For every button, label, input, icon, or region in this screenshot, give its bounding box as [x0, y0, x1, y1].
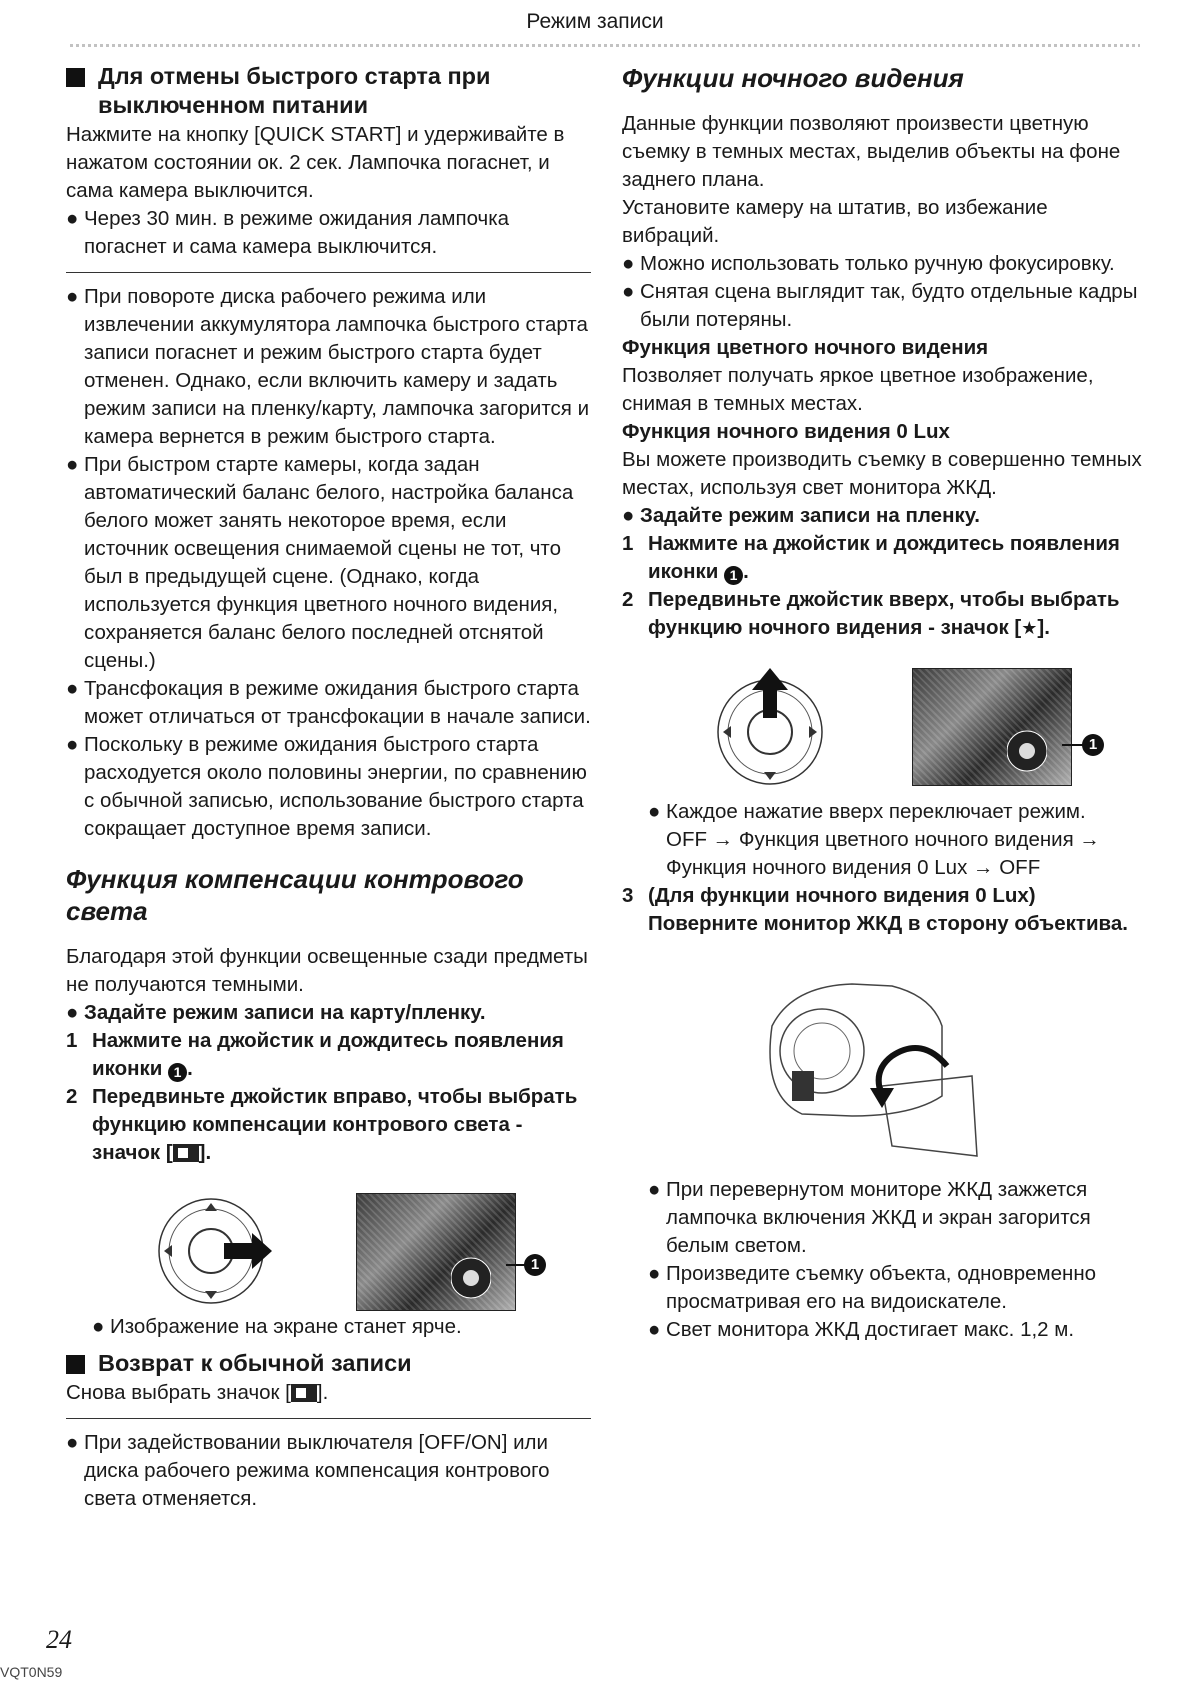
paragraph: Снова выбрать значок [ ].: [66, 1381, 329, 1404]
joystick-right-icon: [156, 1193, 276, 1311]
paragraph: Вы можете производить съемку в совершенно темных местах, используя свет монитора ЖКД.: [622, 448, 1142, 499]
note-bullet: ● При задействовании выключателя [OFF/ON] или диска рабочего режима компенсация контрового света отменяется.: [66, 1431, 550, 1510]
page-number: 24: [46, 1625, 72, 1654]
circled-one-icon: 1: [724, 566, 743, 585]
left-column: [66, 62, 591, 1513]
circled-one-icon: 1: [168, 1063, 187, 1082]
paragraph: Нажмите на кнопку [QUICK START] и удерживайте в нажатом состоянии ок. 2 сек. Лампочка погаснет, и сама камера выключится.: [66, 123, 565, 202]
camera-rotate-lcd-illustration: [732, 966, 1002, 1166]
onscreen-icons: [451, 1253, 491, 1303]
night-vision-screen-photo: [912, 668, 1072, 786]
bullet-item: ● Можно использовать только ручную фокусировку.: [622, 252, 1115, 275]
step-1: 1 Нажмите на джойстик и дождитесь появления иконки 1 .: [66, 1029, 564, 1080]
note-bullet: ● При быстром старте камеры, когда задан автоматический баланс белого, настройка баланса белого может занять некоторое время, если источник освещения снимаемой сцены не тот, что был в предыдущей сцене. (Однако, когда используется функция цветного ночного видения, сохраняется баланс белого последней отснятой сцены.): [66, 453, 574, 672]
bullet-item: ● Произведите съемку объекта, одновременно просматривая его на видоискателе.: [648, 1262, 1097, 1313]
bullet-item: ● Снятая сцена выглядит так, будто отдельные кадры были потеряны.: [622, 280, 1138, 331]
backlight-icon: [173, 1144, 199, 1162]
backlight-icon: [291, 1384, 317, 1402]
paragraph: Данные функции позволяют произвести цветную съемку в темных местах, выделив объекты на фоне заднего плана.: [622, 112, 1121, 191]
section-title-return: Возврат к обычной записи: [66, 1349, 591, 1378]
paragraph: Позволяет получать яркое цветное изображение, снимая в темных местах.: [622, 364, 1094, 415]
step-1: 1 Нажмите на джойстик и дождитесь появления иконки 1 .: [622, 532, 1120, 583]
divider: [66, 272, 591, 273]
step-2: 2 Передвиньте джойстик вправо, чтобы выбрать функцию компенсации контрового света - значок [ ].: [66, 1085, 578, 1164]
step-2: 2 Передвиньте джойстик вверх, чтобы выбрать функцию ночного видения - значок [★].: [622, 586, 1142, 642]
paragraph: Установите камеру на штатив, во избежание вибраций.: [622, 196, 1048, 247]
note-bullet: ● Трансфокация в режиме ожидания быстрого старта может отличаться от трансфокации в начале записи.: [66, 677, 591, 728]
divider: [66, 1418, 591, 1419]
section-title-night-vision: Функции ночного видения: [622, 63, 964, 93]
onscreen-icons: [1007, 726, 1047, 776]
night-vision-icon: ★: [1021, 618, 1038, 638]
figure-joystick-right: [66, 1193, 591, 1313]
callout-line: [506, 1264, 526, 1266]
document-code: VQT0N59: [0, 1664, 63, 1680]
paragraph: Благодаря этой функции освещенные сзади предметы не получаются темными.: [66, 945, 588, 996]
bullet-item: ● При перевернутом мониторе ЖКД зажжется лампочка включения ЖКД и экран загорится белым светом.: [648, 1178, 1091, 1257]
mode-cycle: OFF → Функция цветного ночного видения → Функция ночного видения 0 Lux → OFF: [666, 828, 1100, 879]
page-header: Режим записи: [526, 10, 664, 33]
step-3: 3 (Для функции ночного видения 0 Lux) Поверните монитор ЖКД в сторону объектива.: [622, 884, 1128, 935]
callout-1: 1: [1082, 734, 1104, 756]
callout-1: 1: [524, 1254, 546, 1276]
backlight-screen-photo: [356, 1193, 516, 1311]
figure-joystick-up: [622, 666, 1142, 792]
callout-line: [1062, 744, 1084, 746]
bold-bullet: ● Задайте режим записи на карту/пленку.: [66, 1001, 486, 1024]
note-bullet: ● Поскольку в режиме ожидания быстрого старта расходуется около половины энергии, по сравнению с обычной записью, использование быстрого старта сокращает доступное время записи.: [66, 733, 587, 840]
right-column: [622, 62, 1142, 1344]
note-bullet: ● При повороте диска рабочего режима или извлечении аккумулятора лампочка быстрого старта записи погаснет и режим быстрого старта будет отменен. Однако, если включить камеру и задать режим записи на пленку/карту, лампочка загорится и камера вернется в режим быстрого старта.: [66, 285, 590, 448]
joystick-up-icon: [712, 666, 828, 790]
bullet-item: ● Через 30 мин. в режиме ожидания лампочка погаснет и сама камера выключится.: [66, 207, 510, 258]
subheading: Функция цветного ночного видения: [622, 336, 989, 359]
square-bullet-icon: [66, 68, 85, 87]
section-title-backlight: Функция компенсации контрового света: [66, 864, 524, 926]
section-title-quickstart-cancel: Для отмены быстрого старта при выключенном питании: [66, 62, 591, 120]
bullet-item: ● Свет монитора ЖКД достигает макс. 1,2 м.: [648, 1318, 1075, 1341]
bullet-item: ● Изображение на экране станет ярче.: [92, 1315, 462, 1338]
bold-bullet: ● Задайте режим записи на пленку.: [622, 504, 981, 527]
subheading: Функция ночного видения 0 Lux: [622, 420, 950, 443]
square-bullet-icon: [66, 1355, 85, 1374]
header-divider: [70, 44, 1140, 47]
bullet-item: ● Каждое нажатие вверх переключает режим.: [648, 800, 1086, 823]
